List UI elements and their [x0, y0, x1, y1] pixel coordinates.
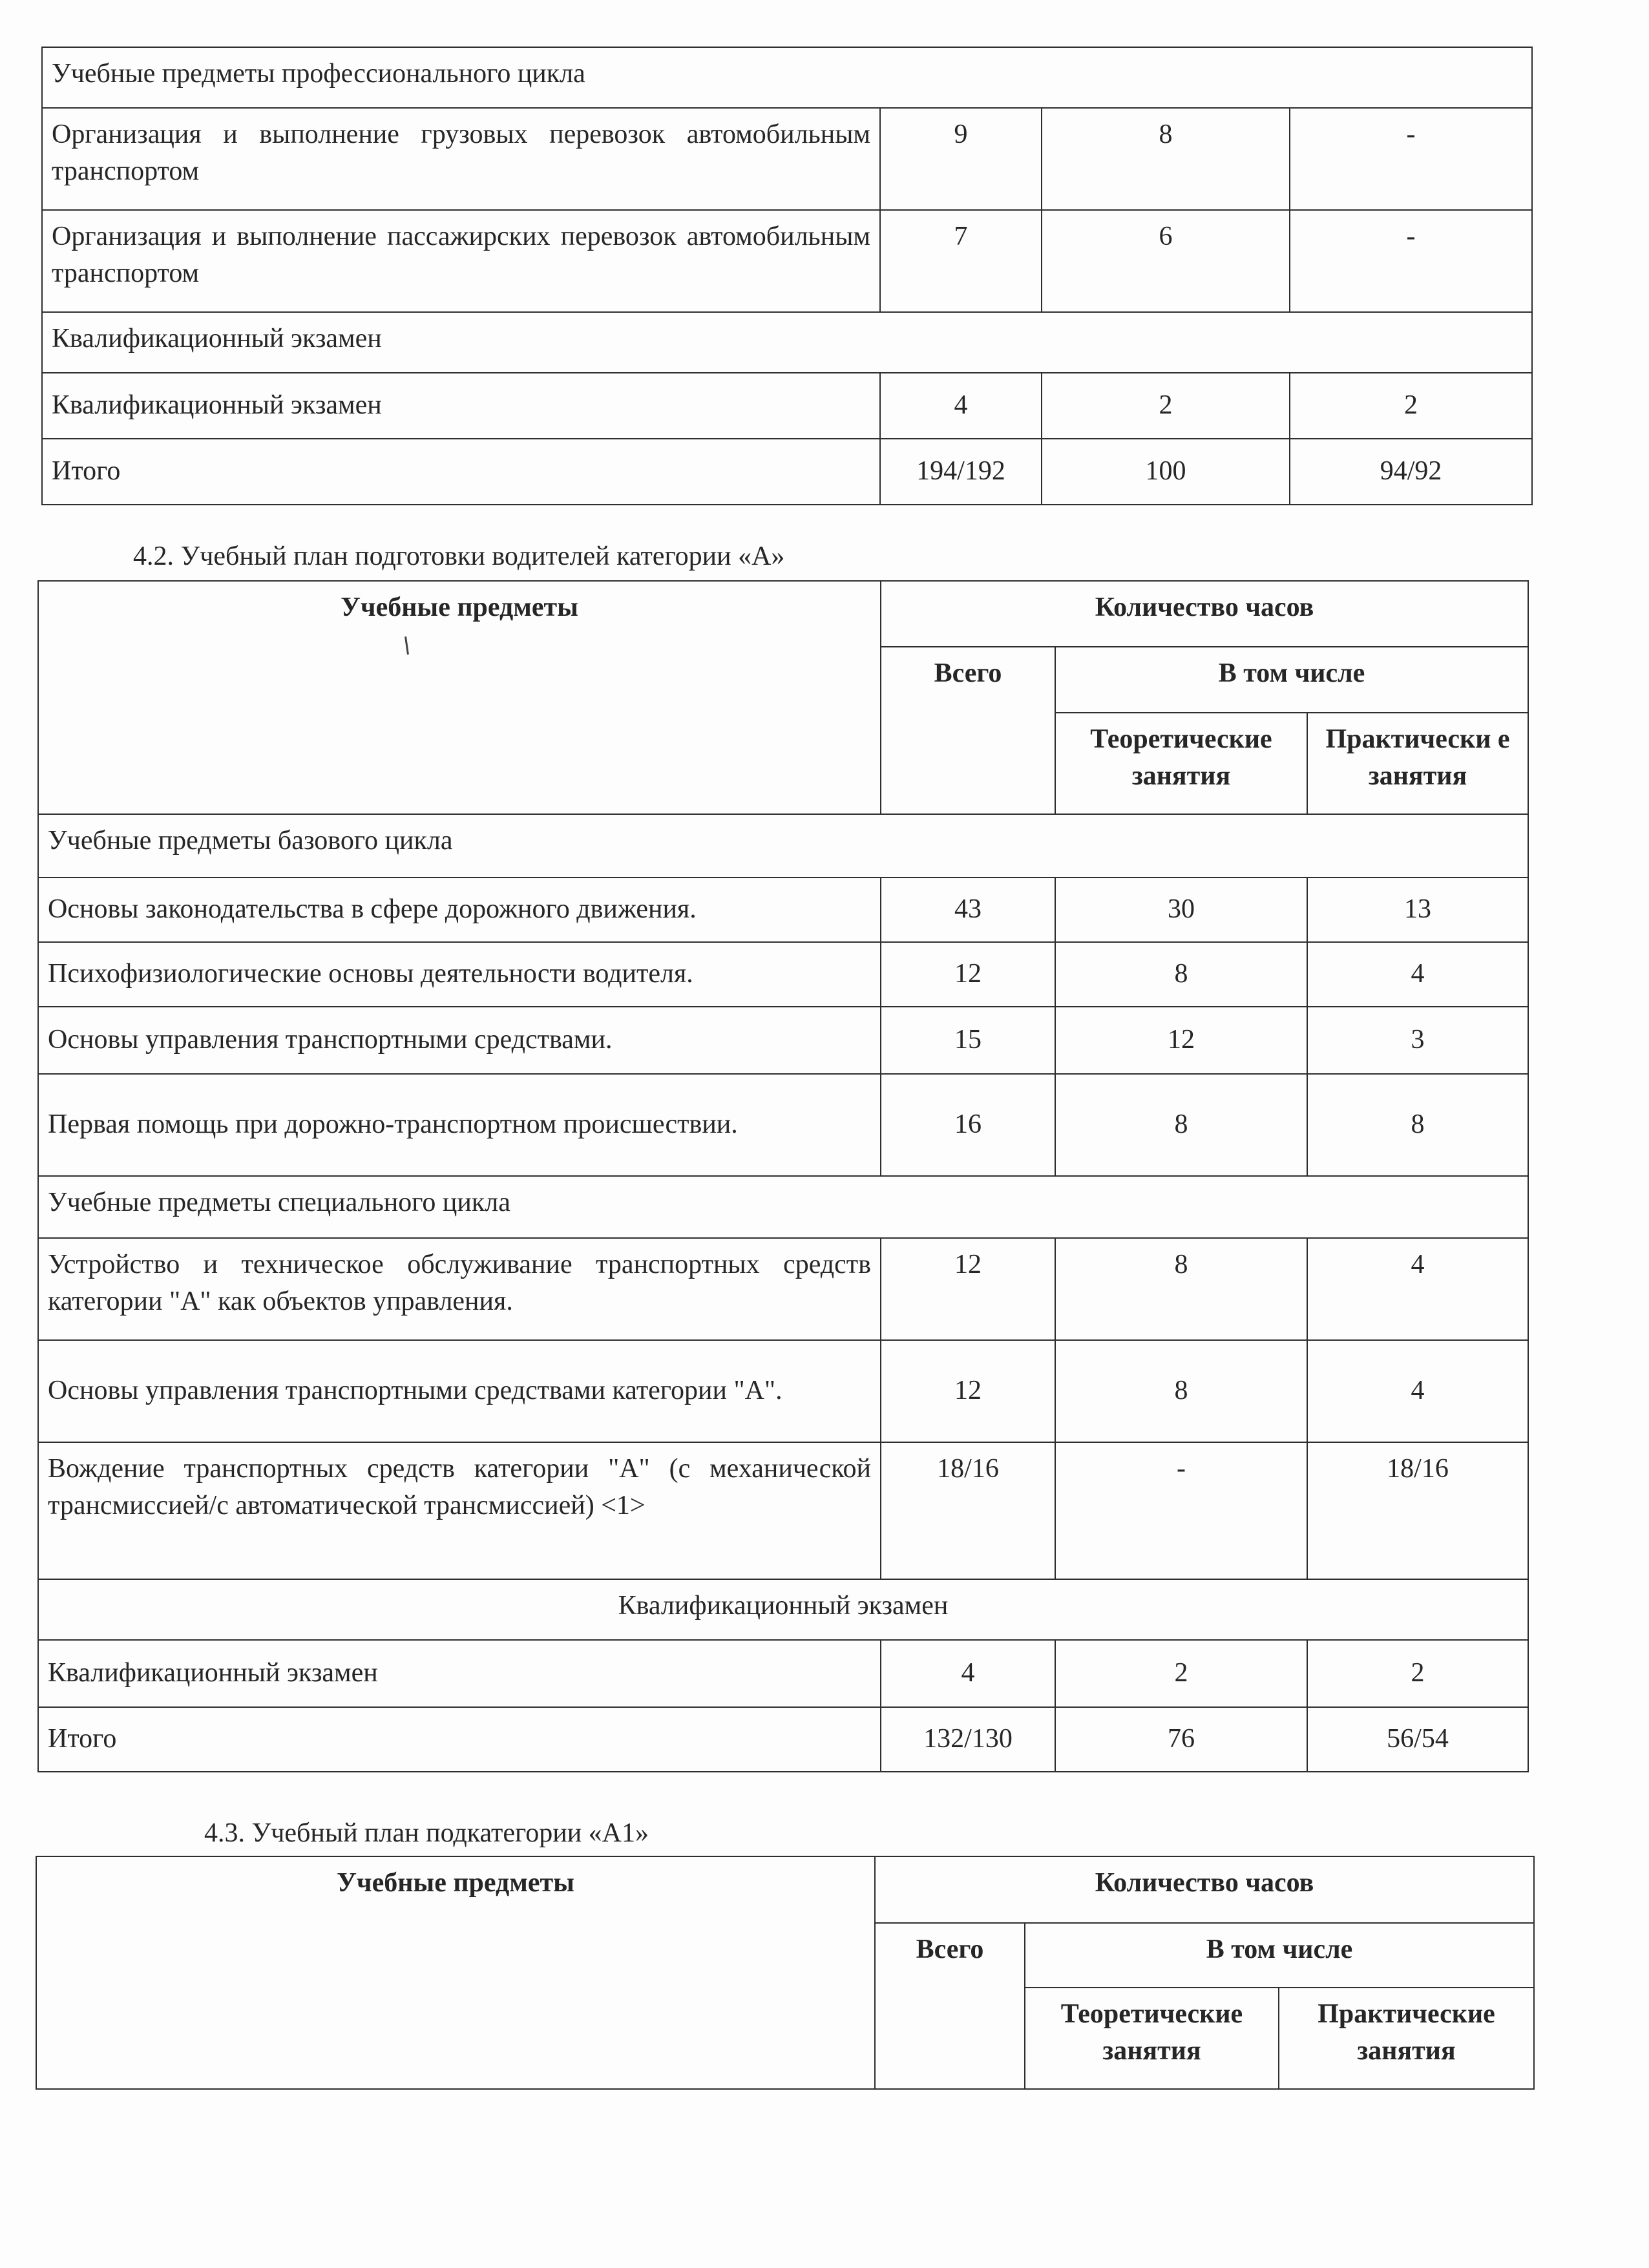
theory-hours-cell: 30 — [1055, 877, 1307, 942]
table-row — [42, 210, 1532, 312]
header-total: Всего — [875, 1923, 1025, 2089]
theory-hours-cell: 12 — [1055, 1007, 1307, 1074]
table-caption-subcategory-a1: 4.3. Учебный план подкатегории «А1» — [204, 1818, 649, 1848]
theory-hours-cell: 8 — [1055, 1238, 1307, 1340]
total-hours-cell: 12 — [881, 1340, 1055, 1442]
practice-hours-cell: 18/16 — [1307, 1442, 1528, 1579]
theory-hours-cell: 2 — [1042, 373, 1290, 439]
header-practice: Практические занятия — [1279, 1988, 1534, 2089]
total-hours-cell: 194/192 — [880, 439, 1042, 505]
header-hours: Количество часов — [881, 581, 1528, 647]
section-label: Учебные предметы специального цикла — [38, 1176, 1528, 1238]
table-row — [38, 1640, 1528, 1707]
curriculum-table-subcategory-a1 — [36, 1856, 1535, 2090]
subject-cell: Итого — [38, 1707, 881, 1772]
theory-hours-cell: 76 — [1055, 1707, 1307, 1772]
theory-hours-cell: 8 — [1042, 108, 1290, 210]
header-hours: Количество часов — [875, 1856, 1534, 1923]
section-label: Учебные предметы базового цикла — [38, 814, 1528, 877]
total-hours-cell: 15 — [881, 1007, 1055, 1074]
total-hours-cell: 4 — [881, 1640, 1055, 1707]
total-hours-cell: 12 — [881, 1238, 1055, 1340]
theory-hours-cell: 8 — [1055, 1074, 1307, 1176]
curriculum-table-continued — [41, 47, 1533, 505]
header-subjects: Учебные предметы — [36, 1856, 875, 2089]
practice-hours-cell: 4 — [1307, 942, 1528, 1007]
practice-hours-cell: 4 — [1307, 1340, 1528, 1442]
table-row — [38, 1007, 1528, 1074]
curriculum-table-category-a — [37, 580, 1529, 1772]
subject-cell: Первая помощь при дорожно-транспортном происшествии. — [38, 1074, 881, 1176]
section-label: Учебные предметы профессионального цикла — [42, 47, 1532, 108]
practice-hours-cell: 2 — [1307, 1640, 1528, 1707]
practice-hours-cell: - — [1290, 210, 1532, 312]
section-label: Квалификационный экзамен — [42, 312, 1532, 373]
practice-hours-cell: 13 — [1307, 877, 1528, 942]
practice-hours-cell: 2 — [1290, 373, 1532, 439]
theory-hours-cell: 8 — [1055, 1340, 1307, 1442]
theory-hours-cell: 100 — [1042, 439, 1290, 505]
header-including: В том числе — [1025, 1923, 1534, 1988]
table-row — [38, 1074, 1528, 1176]
practice-hours-cell: 56/54 — [1307, 1707, 1528, 1772]
section-row — [42, 312, 1532, 373]
header-subjects: Учебные предметы — [38, 581, 881, 814]
subject-cell: Организация и выполнение пассажирских перевозок автомобильным транспортом — [42, 210, 880, 312]
practice-hours-cell: - — [1290, 108, 1532, 210]
header-total: Всего — [881, 647, 1055, 814]
section-label: Квалификационный экзамен — [38, 1579, 1528, 1640]
subject-cell: Организация и выполнение грузовых перевозок автомобильным транспортом — [42, 108, 880, 210]
subject-cell: Итого — [42, 439, 880, 505]
section-row — [38, 814, 1528, 877]
subject-cell: Психофизиологические основы деятельности водителя. — [38, 942, 881, 1007]
practice-hours-cell: 8 — [1307, 1074, 1528, 1176]
subject-cell: Основы законодательства в сфере дорожного движения. — [38, 877, 881, 942]
header-theory: Теоретические занятия — [1055, 713, 1307, 814]
practice-hours-cell: 3 — [1307, 1007, 1528, 1074]
table-row — [42, 439, 1532, 505]
subject-cell: Основы управления транспортными средствами категории "А". — [38, 1340, 881, 1442]
header-practice: Практически е занятия — [1307, 713, 1528, 814]
subject-cell: Основы управления транспортными средствами. — [38, 1007, 881, 1074]
subject-cell: Устройство и техническое обслуживание транспортных средств категории "А" как объектов управления. — [38, 1238, 881, 1340]
practice-hours-cell: 94/92 — [1290, 439, 1532, 505]
total-hours-cell: 43 — [881, 877, 1055, 942]
total-hours-cell: 4 — [880, 373, 1042, 439]
table-row — [38, 1238, 1528, 1340]
table-row — [42, 108, 1532, 210]
table-caption-category-a: 4.2. Учебный план подготовки водителей категории «А» — [133, 541, 785, 571]
table-row — [38, 942, 1528, 1007]
table-row — [38, 1340, 1528, 1442]
theory-hours-cell: 6 — [1042, 210, 1290, 312]
subject-cell: Квалификационный экзамен — [38, 1640, 881, 1707]
section-row — [42, 47, 1532, 108]
section-row — [38, 1176, 1528, 1238]
theory-hours-cell: 8 — [1055, 942, 1307, 1007]
total-hours-cell: 132/130 — [881, 1707, 1055, 1772]
total-hours-cell: 7 — [880, 210, 1042, 312]
header-including: В том числе — [1055, 647, 1528, 713]
total-hours-cell: 9 — [880, 108, 1042, 210]
practice-hours-cell: 4 — [1307, 1238, 1528, 1340]
table-row — [38, 1707, 1528, 1772]
table-row — [42, 373, 1532, 439]
header-theory: Теоретические занятия — [1025, 1988, 1279, 2089]
section-row — [38, 1579, 1528, 1640]
theory-hours-cell: - — [1055, 1442, 1307, 1579]
table-row — [38, 1442, 1528, 1579]
total-hours-cell: 16 — [881, 1074, 1055, 1176]
total-hours-cell: 18/16 — [881, 1442, 1055, 1579]
total-hours-cell: 12 — [881, 942, 1055, 1007]
subject-cell: Квалификационный экзамен — [42, 373, 880, 439]
subject-cell: Вождение транспортных средств категории "А" (с механической трансмиссией/с автоматической трансмиссией) <1> — [38, 1442, 881, 1579]
table-row — [38, 877, 1528, 942]
theory-hours-cell: 2 — [1055, 1640, 1307, 1707]
